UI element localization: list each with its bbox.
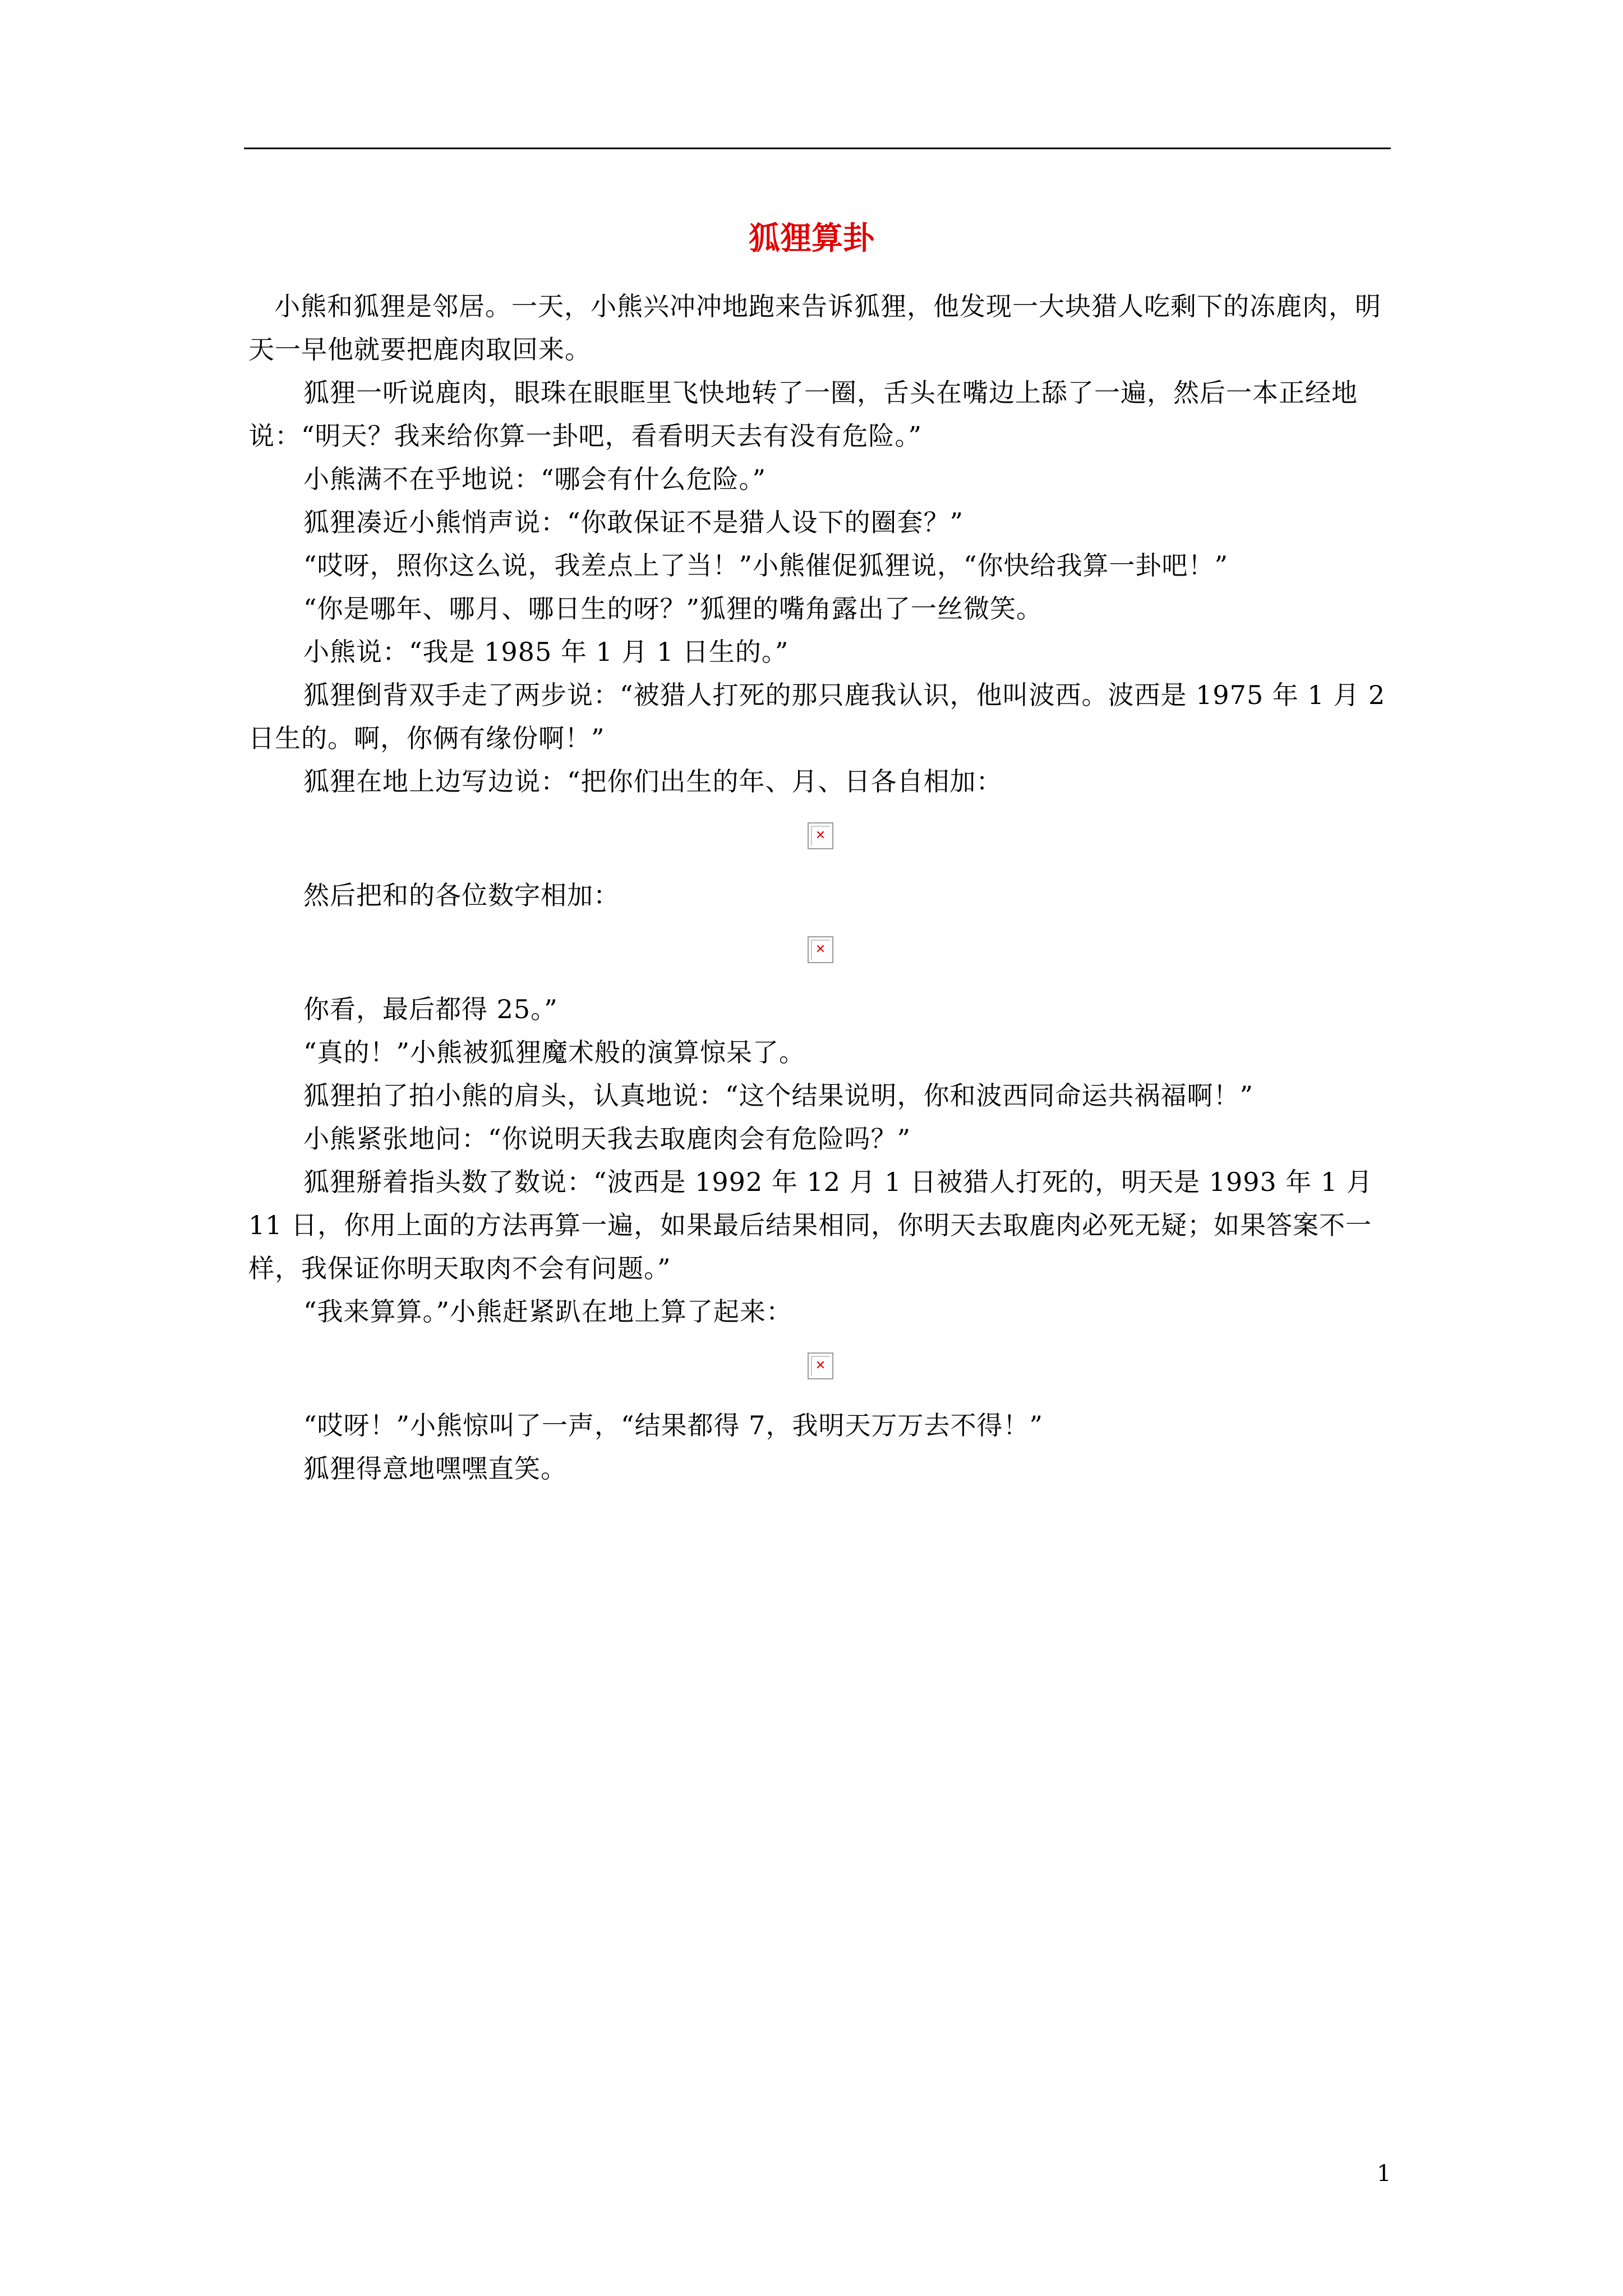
paragraph: “哎呀！”小熊惊叫了一声，“结果都得 7，我明天万万去不得！”: [303, 1410, 1043, 1441]
paragraph: “真的！”小熊被狐狸魔术般的演算惊呆了。: [303, 1037, 806, 1068]
paragraph: 狐狸倒背双手走了两步说：“被猎人打死的那只鹿我认识，他叫波西。波西是 1975 年 1 月 2 日生的。啊，你俩有缘份啊！”: [248, 680, 1386, 753]
document-body: [248, 285, 1393, 1490]
paragraph: 狐狸一听说鹿肉，眼珠在眼眶里飞快地转了一圈，舌头在嘴边上舔了一遍，然后一本正经地说：“明天？我来给你算一卦吧，看看明天去有没有危险。”: [248, 378, 1358, 451]
paragraph: 狐狸拍了拍小熊的肩头，认真地说：“这个结果说明，你和波西同命运共祸福啊！”: [303, 1080, 1254, 1111]
close-icon: ✕: [815, 942, 826, 956]
broken-image-icon: [808, 822, 833, 849]
broken-image-icon: [808, 1352, 833, 1379]
paragraph: 然后把和的各位数字相加：: [303, 880, 620, 910]
broken-image-icon: [808, 936, 833, 963]
page-number: 1: [1377, 2161, 1391, 2187]
paragraph: 狐狸掰着指头数了数说：“波西是 1992 年 12 月 1 日被猎人打死的，明天是 1993 年 1 月 11 日，你用上面的方法再算一遍，如果最后结果相同，你明天去取鹿肉必死无疑；如果答案不一样，我保证你明天取肉不会有问题。”: [248, 1167, 1373, 1283]
paragraph: 小熊紧张地问：“你说明天我去取鹿肉会有危险吗？”: [303, 1124, 911, 1154]
header-rule: [244, 148, 1391, 149]
document-title: 狐狸算卦: [749, 220, 874, 257]
paragraph: 狐狸凑近小熊悄声说：“你敢保证不是猎人设下的圈套？”: [303, 507, 964, 537]
paragraph: 狐狸得意地嘿嘿直笑。: [303, 1453, 567, 1484]
paragraph: “我来算算。”小熊赶紧趴在地上算了起来：: [303, 1296, 793, 1327]
close-icon: ✕: [815, 829, 826, 843]
paragraph: 小熊和狐狸是邻居。一天，小熊兴冲冲地跑来告诉狐狸，他发现一大块猎人吃剩下的冻鹿肉，明天一早他就要把鹿肉取回来。: [248, 291, 1381, 365]
paragraph: 你看，最后都得 25。”: [303, 994, 558, 1024]
paragraph: 狐狸在地上边写边说：“把你们出生的年、月、日各自相加：: [303, 766, 1003, 797]
paragraph: “你是哪年、哪月、哪日生的呀？”狐狸的嘴角露出了一丝微笑。: [303, 593, 1043, 624]
paragraph: “哎呀，照你这么说，我差点上了当！”小熊催促狐狸说，“你快给我算一卦吧！”: [303, 550, 1229, 581]
paragraph: 小熊说：“我是 1985 年 1 月 1 日生的。”: [303, 637, 789, 667]
paragraph: 小熊满不在乎地说：“哪会有什么危险。”: [303, 464, 767, 494]
close-icon: ✕: [815, 1359, 826, 1373]
